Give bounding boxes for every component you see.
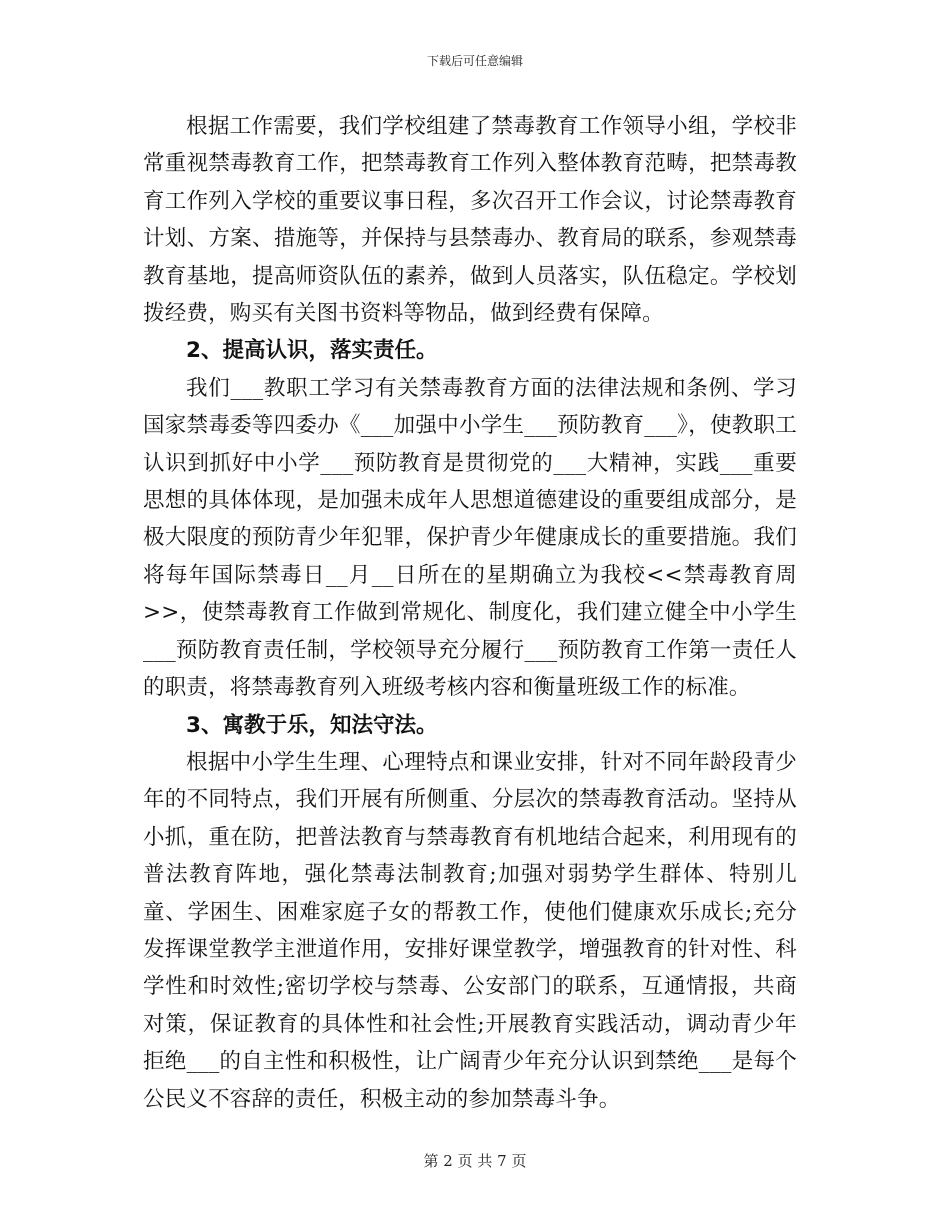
page-header: 下载后可任意编辑 [426,54,523,68]
body-paragraph-3: 根据中小学生生理、心理特点和课业安排，针对不同年龄段青少年的不同特点，我们开展有所侧重、分层次的禁毒教育活动。坚持从小抓，重在防，把普法教育与禁毒教育有机地结合起来，利用现有的普法教育阵地，强化禁毒法制教育;加强对弱势学生群体、特别儿童、学困生、困难家庭子女的帮教工作，使他们健康欢乐成长;充分发挥课堂教学主泄道作用，安排好课堂教学，增强教育的针对性、科学性和时效性;密切学校与禁毒、公安部门的联系，互通情报，共商对策，保证教育的具体性和社会性;开展教育实践活动，调动青少年拒绝___的自主性和积极性，让广阔青少年充分认识到禁绝___是每个公民义不容辞的责任，积极主动的参加禁毒斗争。 [143,749,797,1112]
section-heading-3: 3、寓教于乐，知法守法。 [186,712,438,738]
body-paragraph-1: 根据工作需要，我们学校组建了禁毒教育工作领导小组，学校非常重视禁毒教育工作，把禁毒教育工作列入整体教育范畴，把禁毒教育工作列入学校的重要议事日程，多次召开工作会议，讨论禁毒教育计划、方案、措施等，并保持与县禁毒办、教育局的联系，参观禁毒教育基地，提高师资队伍的素养，做到人员落实，队伍稳定。学校划拨经费，购买有关图书资料等物品，做到经费有保障。 [143,114,797,327]
section-heading-2: 2、提高认识，落实责任。 [186,338,438,364]
body-paragraph-2: 我们___教职工学习有关禁毒教育方面的法律法规和条例、学习国家禁毒委等四委办《___加强中小学生___预防教育___》，使教职工认识到抓好中小学___预防教育是贯彻党的___大精神，实践___重要思想的具体体现，是加强未成年人思想道德建设的重要组成部分，是极大限度的预防青少年犯罪，保护青少年健康成长的重要措施。我们将每年国际禁毒日__月__日所在的星期确立为我校<<禁毒教育周>>，使禁毒教育工作做到常规化、制度化，我们建立健全中小学生___预防教育责任制，学校领导充分履行___预防教育工作第一责任人的职责，将禁毒教育列入班级考核内容和衡量班级工作的标准。 [143,375,797,701]
document-body [143,108,797,1118]
page-number: 第 2 页 共 7 页 [423,1152,527,1170]
